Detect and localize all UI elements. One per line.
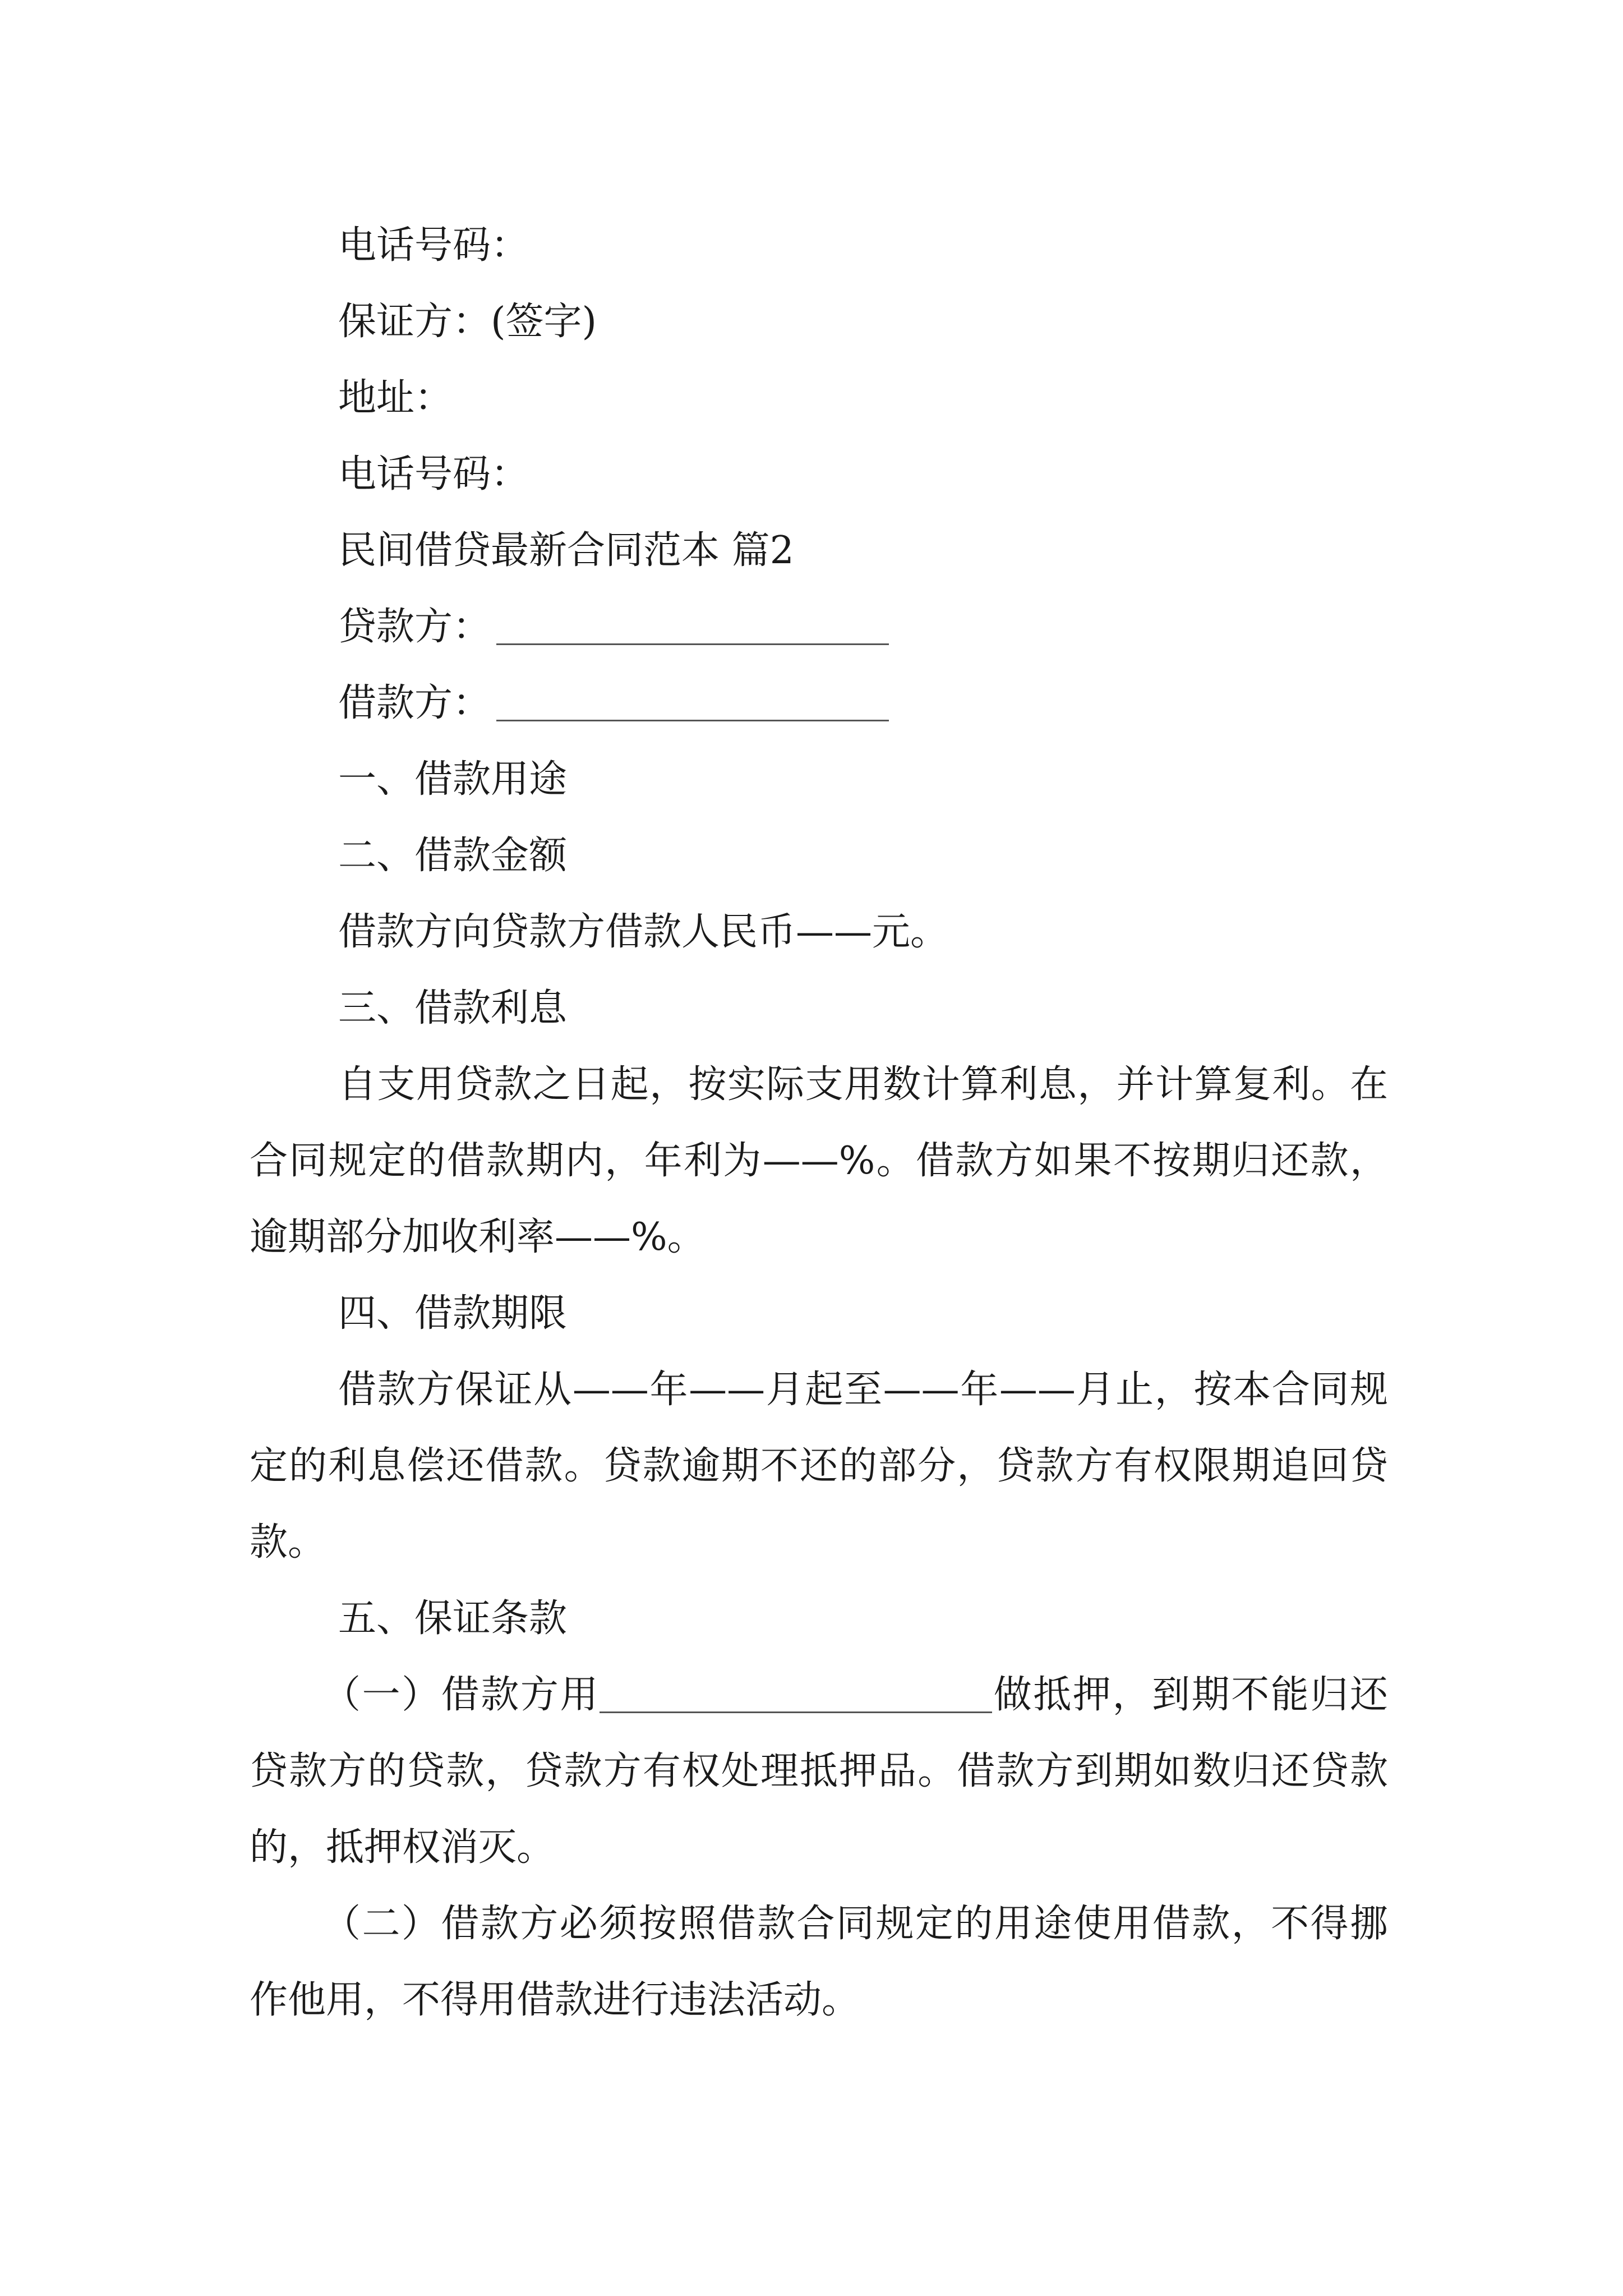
heading-guarantee: 五、保证条款 (338, 1596, 568, 1641)
paragraph-amount: 借款方向贷款方借款人民币——元。 (338, 910, 949, 954)
phone-line: 电话号码： (338, 223, 529, 268)
heading-term: 四、借款期限 (338, 1291, 568, 1336)
borrower-label: 借款方： (338, 681, 491, 725)
collateral-blank (600, 1709, 992, 1713)
paragraph-guarantee-1 (250, 1657, 1388, 1886)
lender-label: 贷款方： (338, 605, 491, 649)
heading-purpose: 一、借款用途 (338, 757, 568, 802)
lender-blank (496, 641, 889, 645)
document-body (250, 208, 1388, 2039)
borrower-line (250, 665, 1388, 742)
heading-amount: 二、借款金额 (338, 834, 568, 878)
paragraph-guarantee-2: （二）借款方必须按照借款合同规定的用途使用借款，不得挪作他用，不得用借款进行违法活动。 (250, 1902, 1388, 2022)
guarantee-1-prefix: （一）借款方用 (322, 1673, 600, 1717)
borrower-blank (496, 717, 889, 721)
guarantor-line: 保证方：(签字) (338, 300, 597, 344)
guarantee-1-suffix: 做抵押，到期不能归还贷款方的贷款，贷款方有权处理抵押品。借款方到期如数归还贷款的，抵押权消灭。 (250, 1673, 1388, 1870)
address-line: 地址： (338, 376, 453, 420)
paragraph-term: 借款方保证从——年——月起至——年——月止，按本合同规定的利息偿还借款。贷款逾期不还的部分，贷款方有权限期追回贷款。 (250, 1368, 1388, 1565)
lender-line (250, 589, 1388, 665)
heading-interest: 三、借款利息 (338, 986, 568, 1030)
phone-line: 电话号码： (338, 452, 529, 496)
paragraph-interest: 自支用贷款之日起，按实际支用数计算利息，并计算复利。在合同规定的借款期内，年利为——%。借款方如果不按期归还款，逾期部分加收利率——%。 (250, 1062, 1388, 1259)
section-title: 民间借贷最新合同范本 篇2 (338, 528, 794, 573)
